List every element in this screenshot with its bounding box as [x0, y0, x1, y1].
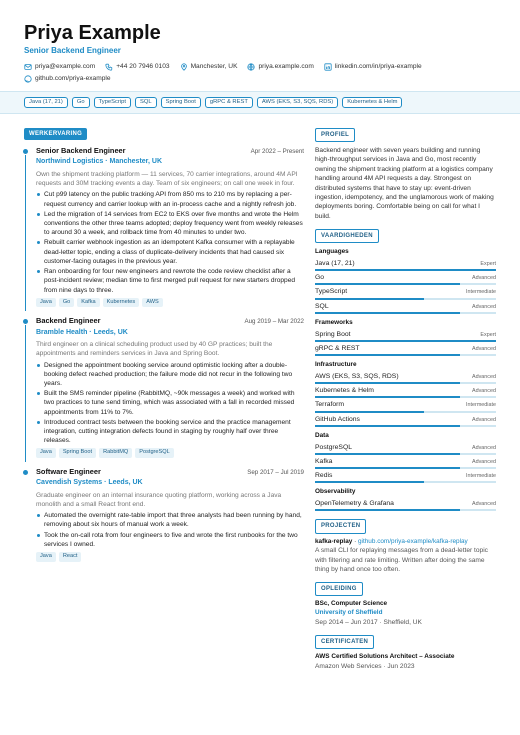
skill-bar-track [315, 481, 496, 483]
skill-bar-fill [315, 509, 460, 511]
experience-column [24, 128, 304, 562]
job-company: Bramble Health · Leeds, UK [36, 328, 128, 336]
skill-chip: gRPC & REST [205, 97, 253, 109]
skill-name: GitHub Actions [315, 415, 360, 423]
project-name: kafka-replay [315, 537, 353, 545]
timeline-line [25, 155, 26, 311]
candidate-name: Priya Example [24, 22, 161, 44]
skill-bar-fill [315, 411, 424, 413]
skill-bar-fill [315, 467, 460, 469]
globe-icon [247, 63, 255, 71]
skill-chip-bar [0, 91, 520, 114]
experience-heading: WERKERVARING [24, 128, 87, 140]
skill-name: Kafka [315, 457, 333, 465]
tech-tag: RabbitMQ [99, 448, 132, 458]
job-bullet: Designed the appointment booking service around optimistic locking after a double-booking defect reached production; the failure mode did not recur in the following two years. [36, 361, 304, 389]
skill-row [315, 273, 496, 285]
skill-name: gRPC & REST [315, 344, 360, 352]
skill-bar-track [315, 382, 496, 384]
job-description: Own the shipment tracking platform — 11 services, 70 carrier integrations, around 4M API requests and 30M tracking events a day. Team of six engineers; on call one week in four. [36, 170, 298, 188]
tech-tag: React [59, 552, 82, 562]
job-title: Backend Engineer [36, 316, 101, 326]
skill-bar-track [315, 354, 496, 356]
job-description: Third engineer on a clinical scheduling product used by 40 GP practices; built the appointments and reminders services in Java and Spring Boot. [36, 341, 273, 358]
job-tags [36, 552, 304, 562]
skill-bar-fill [315, 382, 460, 384]
side-column [315, 128, 496, 671]
profile-text: Backend engineer with seven years building and running high-throughput services in Java and Go, most recently owning the shipment tracking platform at a logistics company handling around 4M API requests a day. Strongest on distributed systems that have to stay up: event-driven ingestion, idempotency, and the unglamorous work of making deployments boring. Comfortable being on call for what I build. [315, 147, 494, 220]
skill-name: TypeScript [315, 288, 348, 296]
skill-level: Expert [480, 260, 496, 267]
skill-row [315, 302, 496, 314]
skill-bar-fill [315, 425, 460, 427]
job-title: Software Engineer [36, 467, 101, 477]
skill-chip: SQL [135, 97, 157, 109]
project-link[interactable]: github.com/priya-example/kafka-replay [358, 537, 468, 545]
job-dates: Sep 2017 – Jul 2019 [247, 469, 304, 477]
job-description: Graduate engineer on an internal insurance quoting platform, working across a Java monolith and a small React front end. [36, 491, 282, 509]
job-title: Senior Backend Engineer [36, 146, 126, 156]
job-bullet: Ran onboarding for four new engineers and rewrote the code review checklist after a post-incident review; median time to first merged pull request for new starters dropped from nine days to three. [36, 267, 304, 295]
skill-chip: AWS (EKS, S3, SQS, RDS) [257, 97, 338, 109]
skill-row [315, 471, 496, 483]
job-bullet: Built the SMS reminder pipeline (RabbitMQ, ~90k messages a week) and worked with two practices to tune send timing, which was associated with a fall in recorded missed appointments from 11% to 7%. [36, 389, 304, 417]
job-tags [36, 298, 304, 308]
job-tags [36, 448, 304, 458]
education-heading: OPLEIDING [315, 582, 363, 596]
contact-item[interactable] [247, 63, 313, 72]
timeline-dot [23, 470, 28, 475]
skill-row [315, 386, 496, 398]
skill-row [315, 344, 496, 356]
skill-level: Intermediate [466, 402, 496, 409]
skill-chip: Go [72, 97, 90, 109]
contact-item[interactable] [24, 63, 95, 72]
skill-level: Advanced [472, 275, 496, 281]
skill-chip: Spring Boot [161, 97, 201, 109]
skill-chip: TypeScript [94, 97, 131, 109]
skill-name: OpenTelemetry & Grafana [315, 500, 394, 508]
skill-bar-track [315, 298, 496, 300]
skill-row [315, 400, 496, 412]
skill-name: Go [315, 274, 325, 281]
skill-level: Intermediate [466, 473, 496, 480]
certs-heading: CERTIFICATEN [315, 635, 374, 649]
skill-chip: Java (17, 21) [24, 97, 68, 109]
skill-group-title: Data [315, 431, 329, 439]
skill-name: Spring Boot [315, 330, 351, 338]
contact-text: github.com/priya-example [35, 74, 111, 82]
skill-level: Intermediate [466, 289, 496, 296]
contact-text: priya.example.com [258, 62, 314, 70]
timeline-dot [23, 149, 28, 154]
skill-row [315, 330, 496, 342]
skill-bar-fill [315, 298, 424, 300]
tech-tag: Java [36, 552, 56, 562]
skill-bar-track [315, 411, 496, 413]
skill-name: Java (17, 21) [315, 259, 355, 267]
skill-bar-track [315, 312, 496, 314]
job-bullets [36, 190, 304, 294]
skill-bar-fill [315, 453, 460, 455]
tech-tag: PostgreSQL [135, 448, 173, 458]
contact-item[interactable] [105, 63, 169, 72]
tech-tag: Kafka [77, 298, 99, 308]
skill-name: AWS (EKS, S3, SQS, RDS) [315, 372, 399, 380]
cert-name: AWS Certified Solutions Architect – Associate [315, 653, 455, 661]
education-degree: BSc, Computer Science [315, 600, 388, 608]
skill-bar-fill [315, 354, 460, 356]
skill-bar-track [315, 396, 496, 398]
contact-text: linkedin.com/in/priya-example [334, 62, 422, 70]
job-bullet: Took the on-call rota from four engineers to five and wrote the first runbooks for the two services I owned. [36, 531, 304, 549]
skill-bar-fill [315, 283, 460, 285]
timeline-dot [23, 319, 28, 324]
job-bullets [36, 511, 304, 549]
skill-bar-fill [315, 312, 460, 314]
skill-bar-track [315, 453, 496, 455]
linkedin-icon [324, 63, 332, 71]
contact-item[interactable] [324, 63, 422, 72]
skill-level: Advanced [472, 373, 496, 380]
job-entry [24, 316, 304, 458]
project-desc: A small CLI for replaying messages from a dead-letter topic with filtering and rate limiting. Written after doing the same thing by hand once too often. [315, 547, 488, 573]
skill-bar-track [315, 269, 496, 271]
skill-group-title: Observability [315, 488, 356, 496]
skill-level: Advanced [472, 416, 496, 423]
skill-bar-track [315, 467, 496, 469]
skill-name: SQL [315, 302, 329, 310]
skill-bar-fill [315, 340, 496, 342]
skill-level: Advanced [472, 458, 496, 465]
skill-name: Kubernetes & Helm [315, 387, 374, 395]
skill-bar-track [315, 340, 496, 342]
contact-text: +44 20 7946 0103 [116, 62, 170, 70]
skill-level: Advanced [472, 501, 496, 508]
job-bullet: Introduced contract tests between the booking service and the practice management integration, cutting integration defects found in staging by roughly half over three releases. [36, 418, 304, 446]
job-dates: Aug 2019 – Mar 2022 [244, 318, 304, 326]
skill-name: PostgreSQL [315, 443, 353, 451]
skills-list [315, 248, 496, 511]
skill-level: Advanced [472, 388, 496, 395]
contact-text: Manchester, UK [190, 62, 238, 70]
timeline-line [25, 325, 26, 462]
skill-chip: Kubernetes & Helm [342, 97, 402, 109]
skill-name: Redis [315, 472, 333, 480]
cert-meta: Amazon Web Services · Jun 2023 [315, 662, 415, 670]
location-icon [180, 63, 188, 71]
candidate-role: Senior Backend Engineer [24, 46, 121, 55]
job-entry [24, 146, 304, 307]
profile-heading: PROFIEL [315, 128, 355, 142]
skill-group-title: Infrastructure [315, 361, 357, 369]
cert-item [315, 653, 496, 671]
skill-bar-track [315, 425, 496, 427]
skill-row [315, 499, 496, 511]
skill-row [315, 415, 496, 427]
tech-tag: AWS [142, 298, 163, 308]
skill-row [315, 259, 496, 271]
job-bullets [36, 361, 304, 446]
tech-tag: Spring Boot [59, 448, 96, 458]
github-icon [24, 75, 32, 83]
education-school: University of Sheffield [315, 608, 383, 616]
job-bullet: Rebuilt carrier webhook ingestion as an idempotent Kafka consumer with a replayable dead-letter topic, ending a class of duplicate-delivery incidents that had caused six customer-facing outages in the previous year. [36, 238, 304, 266]
tech-tag: Kubernetes [103, 298, 140, 308]
skill-row [315, 443, 496, 455]
skill-bar-fill [315, 396, 460, 398]
job-company: Cavendish Systems · Leeds, UK [36, 479, 143, 487]
skill-bar-track [315, 509, 496, 511]
job-company: Northwind Logistics · Manchester, UK [36, 158, 163, 166]
job-bullet: Automated the overnight rate-table import that three analysts had been running by hand, removing about six hours of manual work a week. [36, 511, 304, 529]
tech-tag: Java [36, 298, 56, 308]
mail-icon [24, 63, 32, 71]
contact-item[interactable] [180, 63, 238, 72]
resume-header [24, 22, 504, 84]
education-item [315, 600, 496, 627]
job-list [24, 146, 304, 562]
skill-group-title: Languages [315, 248, 349, 256]
skill-level: Advanced [472, 345, 496, 352]
job-dates: Apr 2022 – Present [250, 148, 304, 156]
job-bullet: Led the migration of 14 services from EC2 to EKS over five months and wrote the Helm conventions the other three teams adopted; deploy frequency went from weekly releases to around 30 a week, and rollback time from 40 minutes to under two. [36, 210, 304, 238]
project-separator: · [352, 537, 358, 545]
contact-item[interactable] [24, 75, 111, 84]
skill-bar-fill [315, 481, 424, 483]
contact-list [24, 63, 444, 84]
job-entry [24, 467, 304, 562]
contact-text: priya@example.com [35, 62, 96, 70]
tech-tag: Go [59, 298, 74, 308]
skill-row [315, 287, 496, 299]
projects-heading: PROJECTEN [315, 519, 366, 533]
phone-icon [105, 63, 113, 71]
skill-name: Terraform [315, 401, 345, 409]
skill-bar-track [315, 283, 496, 285]
skill-bar-fill [315, 269, 496, 271]
skill-level: Expert [480, 331, 496, 338]
education-meta: Sep 2014 – Jun 2017 · Sheffield, UK [315, 618, 422, 626]
skill-level: Advanced [472, 303, 496, 310]
skill-row [315, 372, 496, 384]
skills-heading: VAARDIGHEDEN [315, 229, 379, 243]
skill-level: Advanced [472, 444, 496, 451]
project-item [315, 538, 496, 575]
skill-row [315, 457, 496, 469]
skill-group-title: Frameworks [315, 318, 353, 326]
job-bullet: Cut p99 latency on the public tracking API from 850 ms to 210 ms by replacing a per-request currency and carrier lookup with an in-process cache and a nightly refresh job. [36, 190, 304, 208]
tech-tag: Java [36, 448, 56, 458]
